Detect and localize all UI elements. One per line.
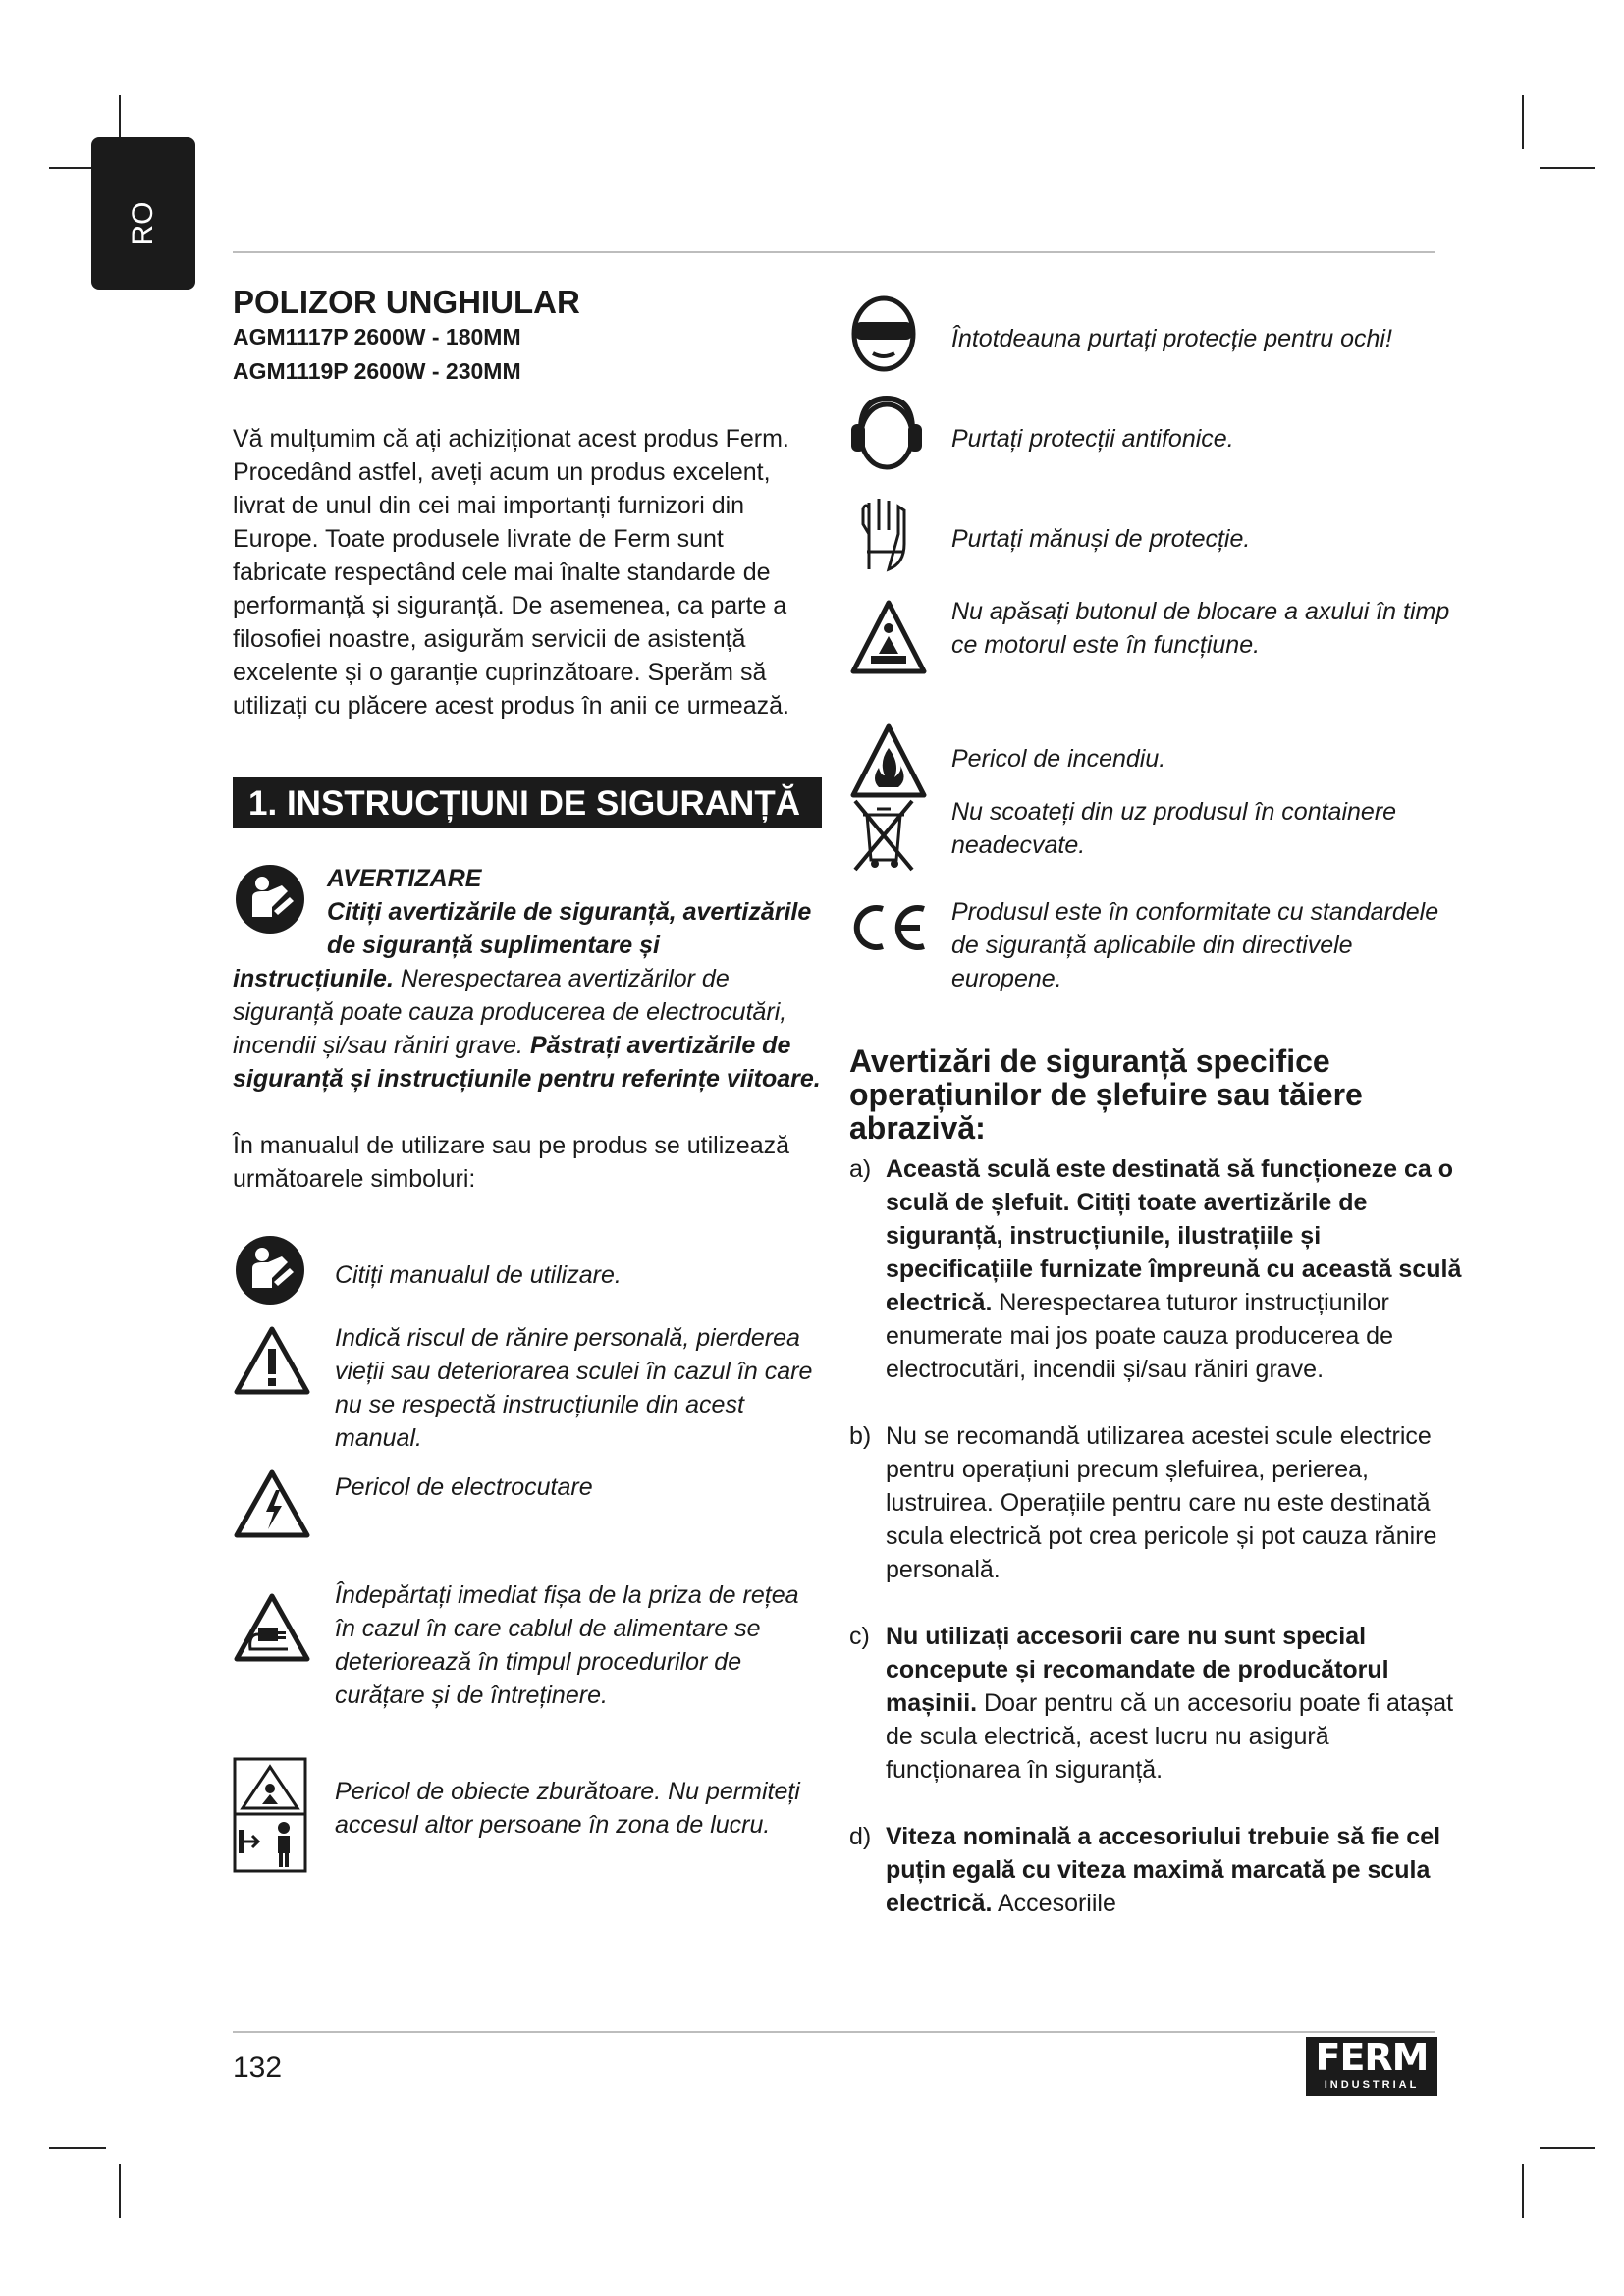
symbol-text: Nu scoateți din uz produsul în containere neadecvate.: [951, 798, 1397, 859]
symbol-row: [233, 1243, 822, 1311]
list-label: d): [849, 1823, 872, 1850]
crop-mark: [1522, 2164, 1524, 2218]
list-item: [849, 1820, 1463, 1920]
page-number: 132: [233, 2052, 283, 2084]
list-bold-text: Nu utilizați accesorii care nu sunt special concepute și recomandate de producătorul mașinii.: [886, 1623, 1389, 1717]
list-label: c): [849, 1623, 870, 1650]
symbol-row: [849, 294, 1463, 395]
fire-hazard-icon: [849, 722, 928, 801]
language-code: RO: [127, 201, 159, 246]
ear-protection-icon: [849, 395, 924, 473]
list-label: a): [849, 1155, 872, 1183]
warning-triangle-icon: [233, 1325, 311, 1396]
symbol-text: Produsul este în conformitate cu standardele de siguranță aplicabile din directivele europene.: [951, 898, 1439, 992]
header-rule: [233, 251, 1435, 253]
symbol-row: [849, 728, 1463, 795]
unplug-icon: [233, 1592, 311, 1663]
symbol-text: Purtați protecții antifonice.: [951, 425, 1234, 453]
crop-mark: [1540, 167, 1595, 169]
brand-name: FERM: [1315, 2036, 1429, 2079]
symbol-text: Întotdeauna purtați protecție pentru ochi!: [951, 325, 1392, 352]
crop-mark: [49, 2147, 106, 2149]
list-text: Nerespectarea tuturor instrucțiunilor enumerate mai jos poate cauza producerea de electrocutări, incendii și/sau răniri grave.: [886, 1289, 1393, 1383]
list-text: Nu se recomandă utilizarea acestei scule electrice pentru operațiuni precum șlefuirea, perierea, lustruirea. Operațiile pentru care nu este destinată scula electrică pot crea pericole și pot cauza rănire personală.: [886, 1422, 1437, 1583]
symbol-text: Indică riscul de rănire personală, pierderea vieții sau deteriorarea sculei în cazul în care nu se respectă instrucțiunile din acest manual.: [335, 1324, 813, 1452]
section-title: INSTRUCȚIUNI DE SIGURANȚĂ: [286, 784, 800, 823]
symbol-row: [849, 895, 1463, 1044]
model-line: AGM1117P 2600W - 180MM: [233, 324, 521, 349]
warning-bold-lead: Citiți avertizările de siguranță, avertizările de siguranță suplimentare și instrucțiunile.: [233, 898, 812, 992]
symbol-text: Pericol de electrocutare: [335, 1473, 593, 1501]
symbol-text: Nu apăsați butonul de blocare a axului în timp ce motorul este în funcțiune.: [951, 598, 1450, 659]
list-bold-text: Viteza nominală a accesoriului trebuie să fie cel puțin egală cu viteza maximă marcată pe scula electrică.: [886, 1823, 1441, 1917]
read-manual-icon: [233, 862, 307, 936]
warning-heading: AVERTIZARE: [327, 865, 482, 892]
symbol-row: [233, 1468, 822, 1578]
symbol-row: [233, 1321, 822, 1459]
page-title: POLIZOR UNGHIULAR: [233, 284, 580, 320]
symbol-text: Îndepărtați imediat fișa de la priza de rețea în cazul în care cablul de alimentare se deteriorează în timpul procedurilor de curățare și de întreținere.: [335, 1581, 799, 1709]
weee-bin-icon: [849, 795, 918, 874]
list-label: b): [849, 1422, 872, 1450]
symbol-row: [849, 795, 1463, 895]
symbol-text: Pericol de obiecte zburătoare. Nu permiteți accesul altor persoane în zona de lucru.: [335, 1778, 800, 1839]
brand-subtitle: INDUSTRIAL: [1324, 2079, 1420, 2091]
symbol-text: Purtați mănuși de protecție.: [951, 525, 1251, 553]
list-item: [849, 1152, 1463, 1386]
symbol-text: Citiți manualul de utilizare.: [335, 1261, 622, 1289]
crop-mark: [1522, 95, 1524, 149]
symbols-intro: În manualul de utilizare sau pe produs se utilizează următoarele simboluri:: [233, 1132, 790, 1193]
warning-block: [233, 862, 822, 1095]
symbol-text: Pericol de incendiu.: [951, 745, 1166, 773]
right-column: [849, 294, 1463, 1920]
electrocution-icon: [233, 1468, 311, 1539]
language-tab: [91, 137, 195, 290]
list-item: [849, 1419, 1463, 1586]
symbol-row: [849, 495, 1463, 595]
ce-mark-icon: [849, 903, 930, 952]
left-column: [233, 285, 822, 1889]
flying-objects-icon: [233, 1757, 307, 1873]
gloves-icon: [849, 495, 918, 573]
list-bold-text: Această sculă este destinată să funcționeze ca o sculă de șlefuit. Citiți toate avertizările de siguranță, instrucțiunile, ilustrațiile și specificațiile furnizate împreună cu această sculă electrică.: [886, 1155, 1462, 1316]
crop-mark: [119, 2164, 121, 2218]
symbol-row: [233, 1578, 822, 1761]
list-item: [849, 1620, 1463, 1787]
crop-mark: [1540, 2147, 1595, 2149]
model-line: AGM1119P 2600W - 230MM: [233, 358, 521, 384]
brand-logo: [1306, 2037, 1437, 2096]
section-subheading: Avertizări de siguranță specifice operațiunilor de șlefuire sau tăiere abrazivă:: [849, 1043, 1363, 1146]
footer-rule: [233, 2031, 1435, 2033]
eye-protection-icon: [849, 294, 918, 373]
symbol-row: [849, 395, 1463, 495]
symbol-row: [849, 595, 1463, 728]
list-text: Doar pentru că un accesoriu poate fi atașat de scula electrică, acest lucru nu asigură funcționarea în siguranță.: [886, 1689, 1454, 1784]
read-manual-icon: [233, 1233, 307, 1308]
symbol-row: [233, 1761, 822, 1889]
section-heading: [233, 777, 822, 828]
warning-text: Nerespectarea avertizărilor de siguranță poate cauza producerea de electrocutări, incendii și/sau răniri grave.: [233, 965, 787, 1059]
spindle-lock-icon: [849, 599, 928, 677]
section-number: 1.: [248, 784, 278, 823]
intro-paragraph: Vă mulțumim că ați achiziționat acest produs Ferm. Procedând astfel, aveți acum un produs excelent, livrat de unul din cei mai importanți furnizori din Europe. Toate produsele livrate de Ferm sunt fabricate respectând cele mai înalte standarde de performanță și siguranță. De asemenea, ca parte a filosofiei noastre, asigurăm servicii de asistență excelente și o garanție cuprinzătoare. Sperăm să utilizați cu plăcere acest produs în anii ce urmează.: [233, 425, 789, 720]
warning-bold-tail: Păstrați avertizările de siguranță și instrucțiunile pentru referințe viitoare.: [233, 1032, 821, 1093]
list-text: Accesoriile: [998, 1890, 1116, 1917]
